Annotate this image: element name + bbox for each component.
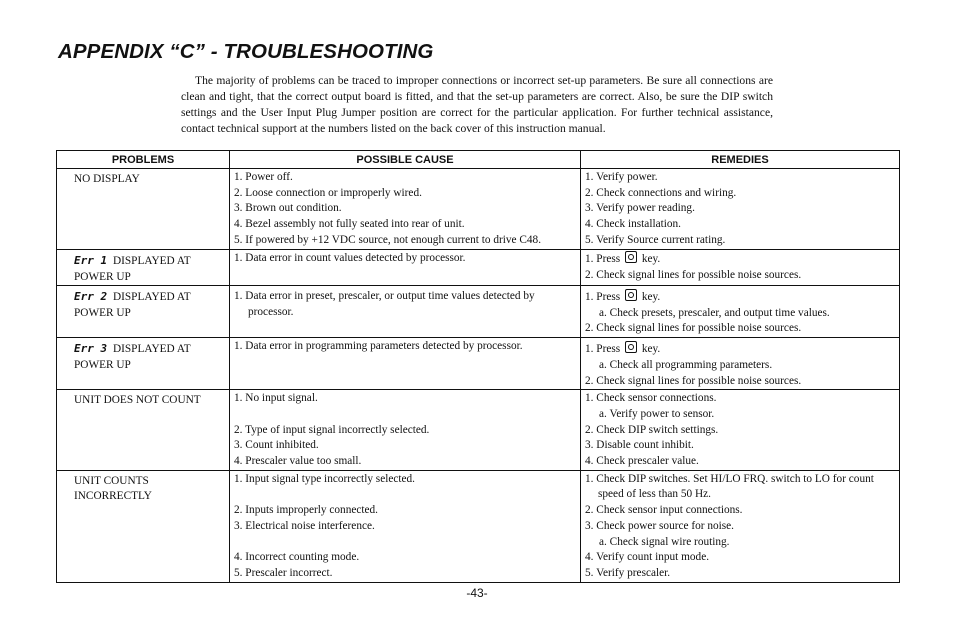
list-item: 2. Type of input signal incorrectly selected. [234,423,430,436]
troubleshooting-table [56,150,900,583]
list-item: 3. Verify power reading. [585,202,695,215]
table-row [57,169,900,250]
list-item: 1. Data error in count values detected by processor. [234,252,466,264]
list-item: 1. Power off. [234,171,293,183]
list-item: 4. Bezel assembly not fully seated into rear of unit. [234,218,465,231]
list-item: 3. Count inhibited. [234,439,319,452]
list-item [234,487,576,503]
list-item: 1. Data error in preset, prescaler, or output time values detected by [234,290,535,302]
list-item: 2. Check signal lines for possible noise sources. [585,268,802,281]
list-item: 2. Check sensor input connections. [585,504,743,517]
list-item: 1. No input signal. [234,392,318,405]
list-item: 2. Check signal lines for possible noise sources. [585,322,802,335]
list-item: 4. Verify count input mode. [585,551,710,564]
list-item: 1. Input signal type incorrectly selected. [234,472,416,485]
cause-cell [230,250,581,286]
list-item: 2. Inputs improperly connected. [234,504,378,517]
list-item: 2. Check signal lines for possible noise sources. [585,374,802,387]
problem-cell [57,250,230,286]
problem-text: UNIT COUNTS INCORRECTLY [74,474,152,503]
problem-text: UNIT DOES NOT COUNT [74,394,201,407]
list-item: 2. Check connections and wiring. [585,186,737,199]
cause-cell [230,338,581,390]
error-code-display: Err 1 [74,254,108,267]
remedy-cell [581,390,900,471]
problem-text: NO DISPLAY [74,173,140,185]
list-item: 5. Verify Source current rating. [585,233,726,246]
list-item: 1. Check DIP switches. Set HI/LO FRQ. switch to LO for count speed of less than 50 Hz. [585,472,874,501]
intro-paragraph: The majority of problems can be traced to improper connections or incorrect set-up parameters. Be sure all connections are clean and tight, that the correct output board is fitted, and that the set-up parameters are correct. Also, be sure the DIP switch settings and the User Input Plug Jumper position are correct for the particular application. For further technical assistance, contact technical support at the numbers listed on the back cover of this instruction manual. [181,74,773,135]
table-row [57,470,900,582]
press-text: 1. Press [585,291,621,303]
program-key-icon [625,341,637,353]
press-text: 1. Press [585,343,621,356]
list-item: 4. Prescaler value too small. [234,455,362,468]
header-remedies: REMEDIES [581,151,900,169]
problem-cell [57,169,230,250]
list-item: 1. Check sensor connections. [585,392,717,405]
cause-cell [230,470,581,582]
list-item: 2. Check DIP switch settings. [585,423,719,436]
table-row [57,338,900,390]
header-problems: PROBLEMS [57,151,230,169]
page-title: APPENDIX “C” - TROUBLESHOOTING [58,40,434,63]
key-text: key. [641,291,661,303]
list-item: 2. Loose connection or improperly wired. [234,186,422,199]
problem-text: DISPLAYED AT POWER UP [74,255,191,283]
problem-cell [57,338,230,390]
list-item: 1. Verify power. [585,171,658,183]
page-number: -43- [466,586,488,600]
table-row [57,250,900,286]
list-item: 3. Brown out condition. [234,202,342,215]
list-item: 5. If powered by +12 VDC source, not enough current to drive C48. [234,233,542,246]
list-item [234,407,576,423]
list-item: 3. Disable count inhibit. [585,439,694,452]
problem-text: DISPLAYED AT POWER UP [74,343,191,371]
key-text: key. [641,253,661,265]
press-text: 1. Press [585,253,621,265]
remedy-cell [581,250,900,286]
program-key-icon [625,251,637,263]
cause-cell [230,390,581,471]
list-item: processor. [248,305,294,318]
table-row [57,286,900,338]
cause-cell [230,286,581,338]
list-item [585,289,895,306]
list-item: a. Check all programming parameters. [599,358,773,371]
remedy-cell [581,286,900,338]
key-text: key. [641,343,661,356]
list-item: 5. Verify prescaler. [585,566,671,579]
list-item: 3. Electrical noise interference. [234,519,375,532]
list-item [234,535,576,551]
list-item: a. Check signal wire routing. [599,535,730,548]
error-code-display: Err 2 [74,290,108,303]
cause-cell [230,169,581,250]
header-possible-cause: POSSIBLE CAUSE [230,151,581,169]
list-item [585,341,895,358]
list-item: 4. Check installation. [585,218,682,231]
list-item: a. Check presets, prescaler, and output time values. [599,306,830,319]
error-code-display: Err 3 [74,342,108,356]
remedy-cell [581,470,900,582]
list-item: 5. Prescaler incorrect. [234,566,333,579]
problem-text: DISPLAYED AT POWER UP [74,291,191,319]
remedy-cell [581,169,900,250]
problem-cell [57,470,230,582]
table-row [57,390,900,471]
table-header-row [57,151,900,169]
list-item: a. Verify power to sensor. [599,407,715,420]
list-item: 4. Check prescaler value. [585,455,699,468]
remedy-cell [581,338,900,390]
program-key-icon [625,289,637,301]
problem-cell [57,286,230,338]
list-item: 3. Check power source for noise. [585,519,735,532]
problem-cell [57,390,230,471]
list-item: 1. Data error in programming parameters detected by processor. [234,340,523,353]
list-item: 4. Incorrect counting mode. [234,551,360,564]
list-item [585,251,895,268]
